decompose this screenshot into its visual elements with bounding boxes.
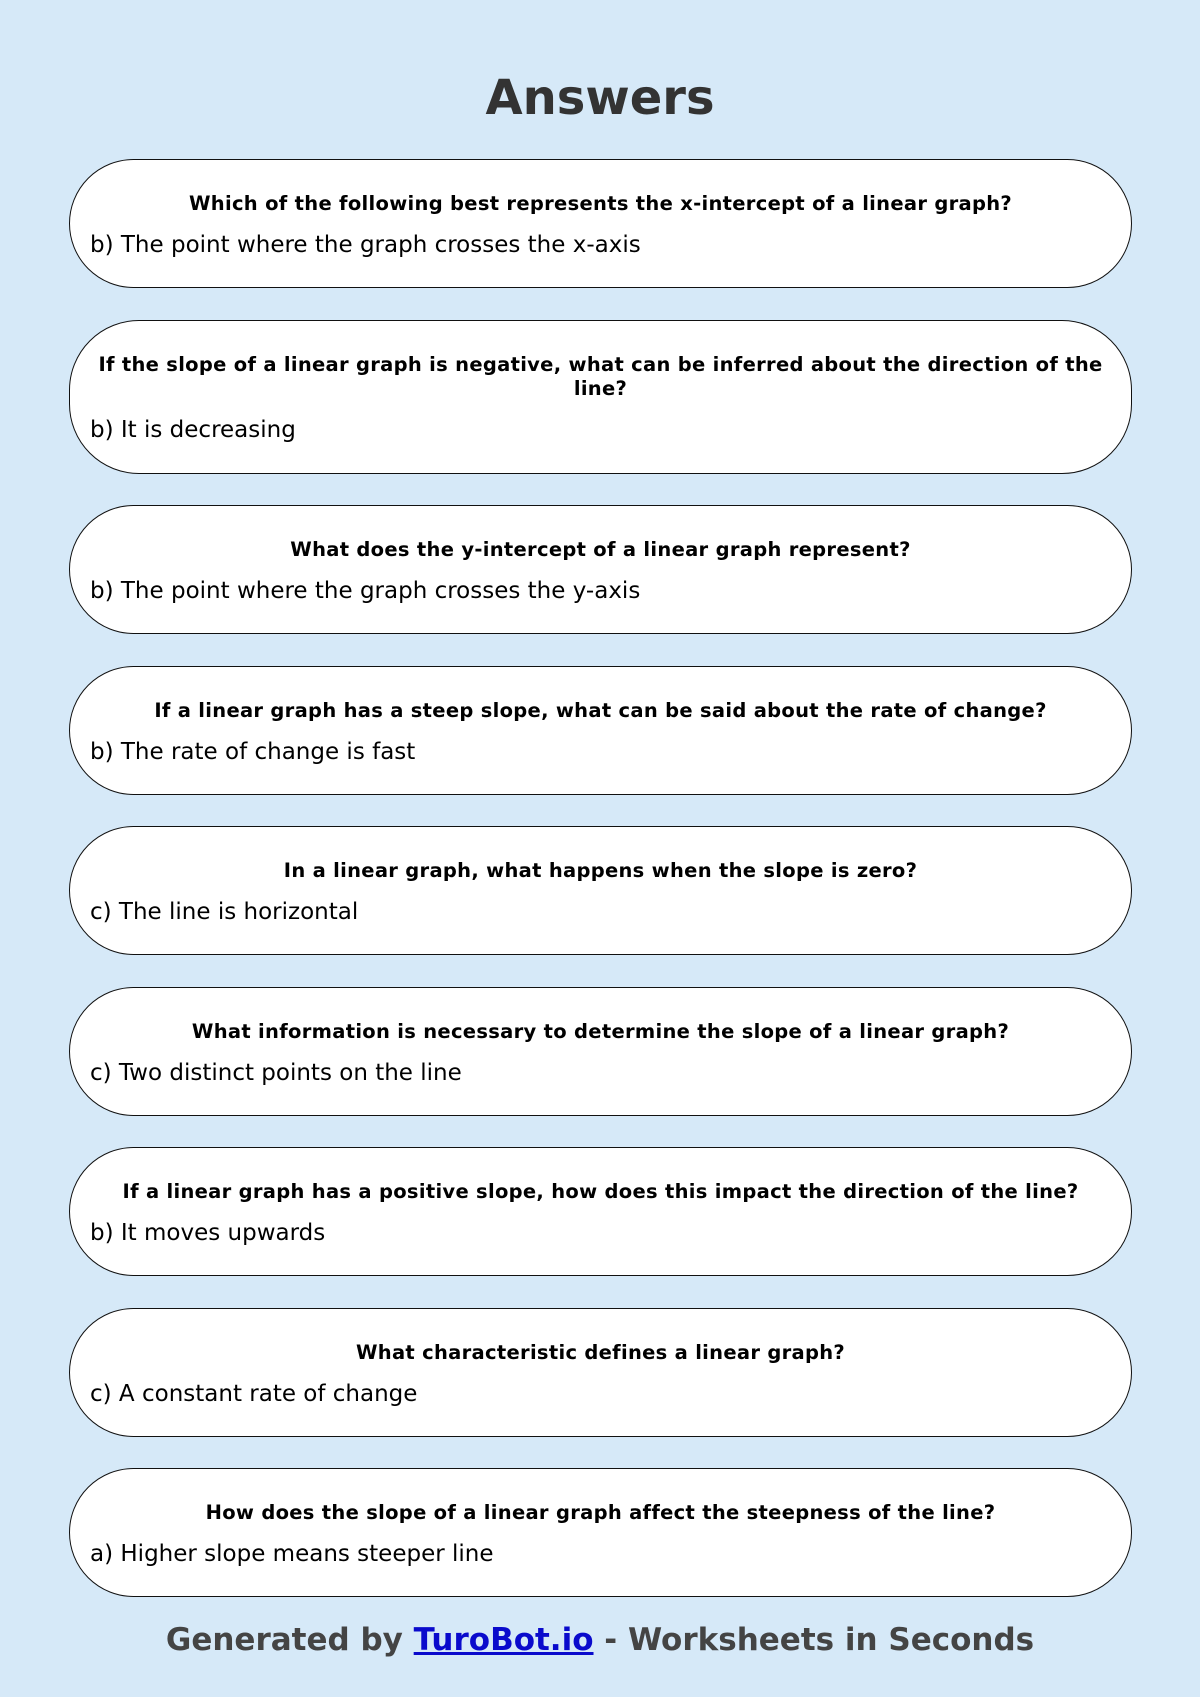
- question-text: In a linear graph, what happens when the slope is zero?: [283, 859, 918, 882]
- answer-card: [69, 826, 1132, 955]
- answer-card: [69, 666, 1132, 795]
- answer-card: [69, 505, 1132, 634]
- footer: [0, 1618, 1200, 1662]
- page-title: Answers: [485, 70, 715, 126]
- question-text: If the slope of a linear graph is negative, what can be inferred about the direction of the line?: [98, 352, 1103, 400]
- question-text: What characteristic defines a linear graph?: [355, 1340, 846, 1364]
- answer-card: [69, 159, 1132, 288]
- footer-suffix: - Worksheets in Seconds: [593, 1622, 1035, 1658]
- answer-text: b) It moves upwards: [90, 1220, 326, 1246]
- answer-card: [69, 1308, 1132, 1437]
- answer-text: b) It is decreasing: [90, 416, 296, 443]
- question-text: How does the slope of a linear graph affect the steepness of the line?: [205, 1501, 996, 1524]
- answer-card: [69, 1468, 1132, 1597]
- answer-text: b) The rate of change is fast: [90, 738, 416, 765]
- turobot-link[interactable]: TuroBot.io: [413, 1622, 594, 1658]
- answer-text: a) Higher slope means steeper line: [90, 1541, 494, 1567]
- answer-card: [69, 1147, 1132, 1276]
- answer-card: [69, 320, 1132, 474]
- answer-text: b) The point where the graph crosses the y-axis: [90, 578, 641, 604]
- answer-list: [69, 159, 1132, 1629]
- question-text: What information is necessary to determine the slope of a linear graph?: [191, 1019, 1010, 1043]
- answer-card: [69, 987, 1132, 1116]
- question-text: If a linear graph has a steep slope, what can be said about the rate of change?: [154, 698, 1047, 722]
- answer-text: b) The point where the graph crosses the x-axis: [90, 232, 641, 258]
- footer-prefix: Generated by: [165, 1622, 414, 1658]
- answer-text: c) The line is horizontal: [90, 899, 359, 925]
- question-text: Which of the following best represents the x-intercept of a linear graph?: [188, 192, 1013, 215]
- question-text: If a linear graph has a positive slope, how does this impact the direction of the line?: [122, 1180, 1079, 1203]
- answer-text: c) Two distinct points on the line: [90, 1059, 462, 1086]
- answer-text: c) A constant rate of change: [90, 1380, 418, 1407]
- question-text: What does the y-intercept of a linear graph represent?: [290, 538, 911, 561]
